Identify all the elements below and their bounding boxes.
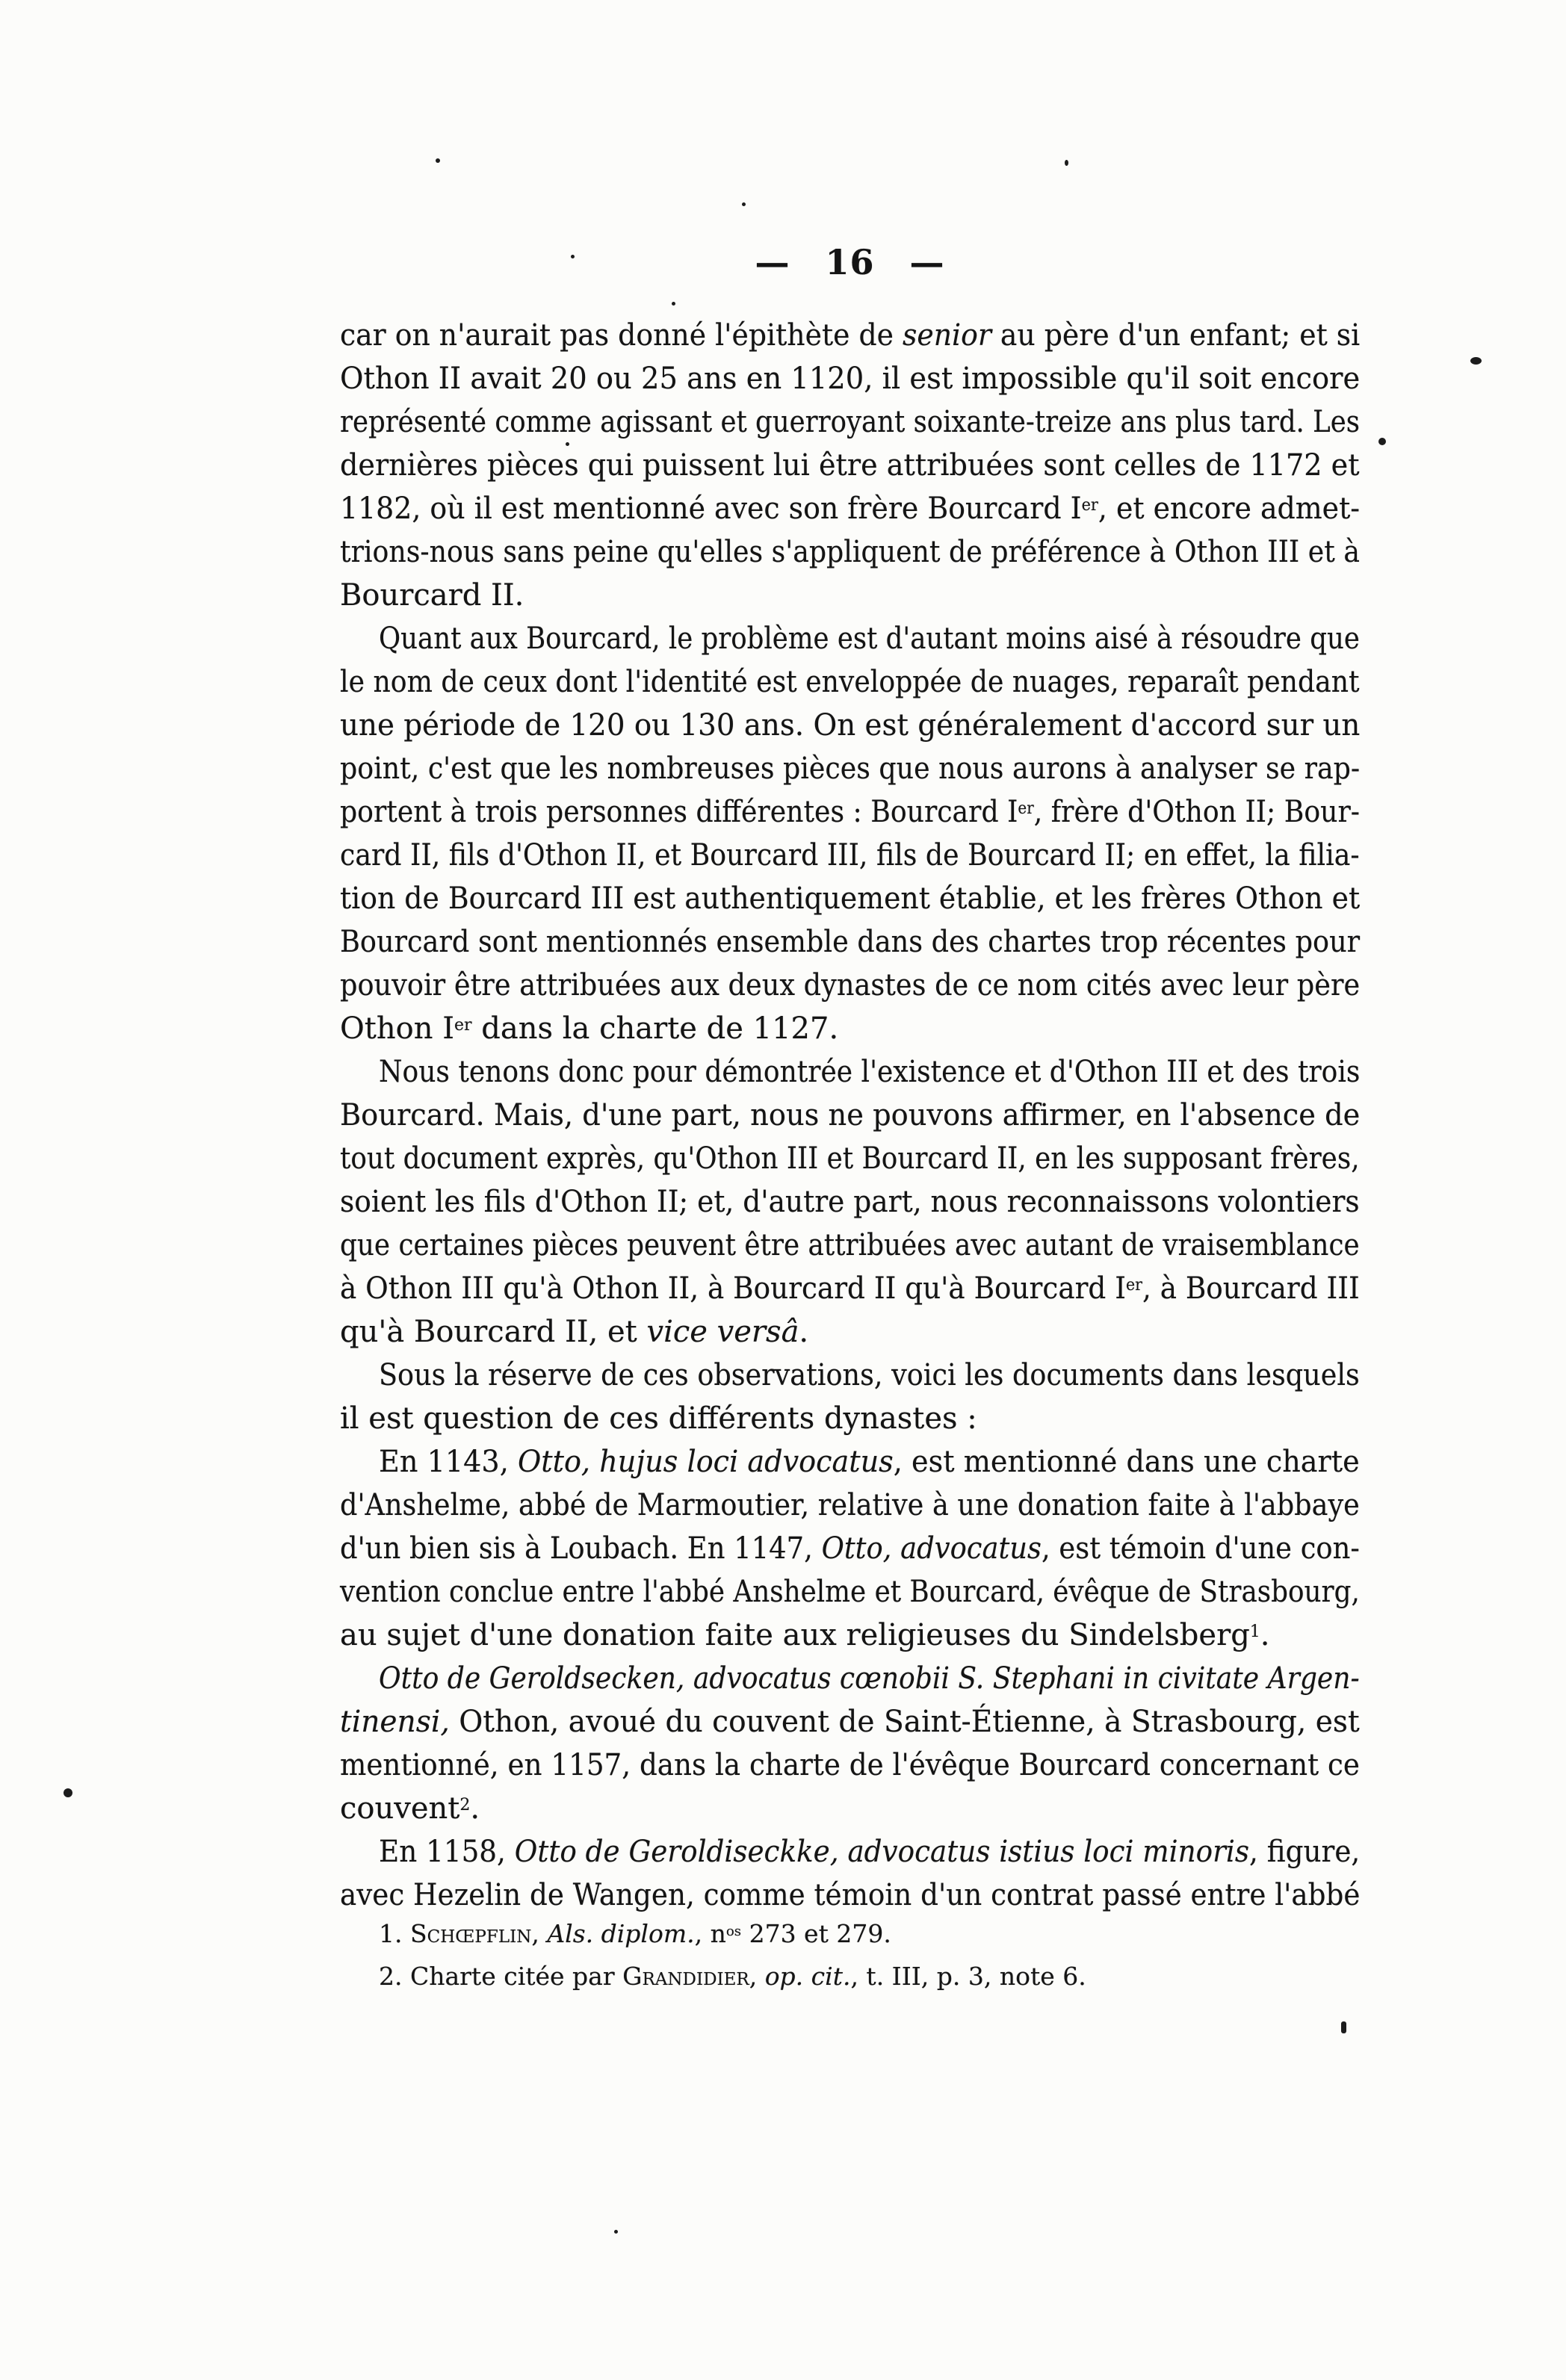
superscript: er — [1081, 496, 1098, 515]
text-segment: , est mentionné dans une charte — [893, 1445, 1360, 1479]
scan-speck — [1470, 357, 1482, 365]
italic-text: Otto de Geroldiseckke, advocatus istius loci minoris — [514, 1835, 1249, 1869]
text-line-paragraph-6 — [340, 1787, 1360, 1830]
text-line-paragraph-5 — [340, 1570, 1360, 1614]
text-segment: , n — [694, 1919, 726, 1948]
text-segment: Sous la réserve de ces observations, voici les documents dans lesquels — [379, 1358, 1360, 1392]
scan-speck — [672, 302, 675, 306]
italic-text: Otto, advocatus — [821, 1531, 1042, 1566]
text-line-paragraph-2 — [340, 747, 1360, 790]
text-line-paragraph-2 — [340, 660, 1360, 704]
scan-speck — [1378, 438, 1386, 445]
text-segment: En 1158, — [379, 1835, 515, 1869]
text-segment: au père d'un enfant; et si — [991, 318, 1361, 353]
text-segment: d'un bien sis à Loubach. En 1147, — [340, 1531, 822, 1566]
text-line-paragraph-1 — [340, 530, 1360, 574]
text-segment: . — [1260, 1618, 1270, 1652]
text-segment: 273 et 279. — [741, 1919, 891, 1948]
body-text — [340, 314, 1360, 1917]
text-line-paragraph-4 — [340, 1397, 1360, 1440]
text-segment: d'Anshelme, abbé de Marmoutier, relative à une donation faite à l'abbaye — [340, 1488, 1360, 1522]
text-line-paragraph-1 — [340, 357, 1360, 400]
text-line-paragraph-6 — [340, 1700, 1360, 1744]
scan-speck — [566, 442, 569, 446]
superscript: 1 — [1249, 1623, 1260, 1641]
italic-text: Otto, hujus loci advocatus — [517, 1445, 894, 1479]
italic-text: Otto de Geroldsecken, advocatus cœnobii S. Stephani in civitate Argen- — [379, 1661, 1360, 1696]
footnote-1 — [340, 1912, 1360, 1955]
superscript: os — [725, 1923, 742, 1939]
text-line-paragraph-3 — [340, 1224, 1360, 1267]
italic-text: senior — [903, 318, 991, 353]
text-segment: une période de 120 ou 130 ans. On est généralement d'accord sur un — [340, 708, 1361, 743]
superscript: er — [1018, 799, 1034, 818]
italic-text: Als. diplom. — [547, 1919, 695, 1948]
text-line-paragraph-2 — [340, 920, 1360, 964]
text-segment: il est question de ces différents dynastes : — [340, 1401, 977, 1436]
text-segment: Quant aux Bourcard, le problème est d'autant moins aisé à résoudre que — [379, 622, 1360, 656]
text-segment: que certaines pièces peuvent être attribuées avec autant de vraisemblance — [340, 1228, 1360, 1262]
text-segment: , et encore admet- — [1098, 492, 1361, 526]
text-segment: dans la charte de 1127. — [471, 1011, 839, 1046]
text-line-paragraph-4 — [340, 1354, 1360, 1397]
italic-text: tinensi, — [340, 1705, 450, 1739]
text-line-paragraph-7 — [340, 1874, 1360, 1917]
text-segment: , à Bourcard III — [1142, 1271, 1360, 1306]
scan-speck — [1065, 160, 1068, 166]
text-segment: , t. III, p. 3, note 6. — [850, 1962, 1086, 1991]
text-line-paragraph-1 — [340, 314, 1360, 357]
scan-speck — [571, 255, 575, 258]
italic-text: op. cit. — [764, 1962, 851, 1991]
footnote-2 — [340, 1955, 1360, 1998]
text-segment: Othon II avait 20 ou 25 ans en 1120, il est impossible qu'il soit encore — [340, 362, 1361, 396]
text-segment: tion de Bourcard III est authentiquement établie, et les frères Othon et — [340, 881, 1361, 916]
text-segment: portent à trois personnes différentes : Bourcard I — [340, 795, 1018, 829]
text-segment: représenté comme agissant et guerroyant soixante-treize ans plus tard. Les — [340, 405, 1360, 439]
text-line-paragraph-3 — [340, 1137, 1360, 1180]
scan-speck — [614, 2230, 618, 2234]
text-segment: . — [470, 1791, 480, 1826]
text-line-paragraph-2 — [340, 877, 1360, 920]
text-line-paragraph-2 — [340, 1007, 1360, 1050]
text-line-paragraph-2 — [340, 790, 1360, 834]
text-segment: Grandidier — [622, 1962, 749, 1991]
text-segment: point, c'est que les nombreuses pièces que nous aurons à analyser se rap- — [340, 752, 1361, 786]
text-segment: En 1143, — [379, 1445, 518, 1479]
text-segment: au sujet d'une donation faite aux religieuses du Sindelsberg — [340, 1618, 1250, 1652]
text-segment: card II, fils d'Othon II, et Bourcard III, fils de Bourcard II; en effet, la filia- — [340, 838, 1360, 873]
text-segment: , frère d'Othon II; Bour- — [1033, 795, 1361, 829]
text-segment: Bourcard sont mentionnés ensemble dans des chartes trop récentes pour — [340, 925, 1361, 959]
text-line-paragraph-2 — [340, 834, 1360, 877]
text-segment: qu'à Bourcard II, et — [340, 1315, 647, 1349]
text-line-paragraph-5 — [340, 1440, 1360, 1484]
text-line-paragraph-6 — [340, 1657, 1360, 1700]
text-line-paragraph-3 — [340, 1267, 1360, 1310]
scan-speck — [64, 1788, 72, 1797]
text-segment: dernières pièces qui puissent lui être attribuées sont celles de 1172 et — [340, 448, 1360, 483]
text-segment: 1182, où il est mentionné avec son frère Bourcard I — [340, 492, 1082, 526]
text-segment: Bourcard II. — [340, 578, 524, 613]
text-segment: pouvoir être attribuées aux deux dynastes de ce nom cités avec leur père — [340, 968, 1361, 1002]
text-line-paragraph-1 — [340, 487, 1360, 530]
page-number: — 16 — — [755, 242, 945, 282]
text-segment: , — [749, 1962, 765, 1991]
text-line-paragraph-1 — [340, 400, 1360, 444]
text-line-paragraph-3 — [340, 1094, 1360, 1137]
text-segment: , figure, — [1248, 1835, 1361, 1869]
text-line-paragraph-7 — [340, 1830, 1360, 1874]
text-line-paragraph-2 — [340, 617, 1360, 660]
text-line-paragraph-5 — [340, 1614, 1360, 1657]
text-line-paragraph-1 — [340, 444, 1360, 487]
text-segment: soient les fils d'Othon II; et, d'autre part, nous reconnaissons volontiers — [340, 1185, 1360, 1219]
text-segment: vention conclue entre l'abbé Anshelme et Bourcard, évêque de Strasbourg, — [340, 1575, 1360, 1609]
text-segment: , est témoin d'une con- — [1041, 1531, 1360, 1566]
text-segment: couvent — [340, 1791, 460, 1826]
text-segment: . — [799, 1315, 809, 1349]
scan-speck — [1341, 2021, 1346, 2033]
text-segment: Nous tenons donc pour démontrée l'existence et d'Othon III et des trois — [379, 1055, 1361, 1089]
text-line-paragraph-3 — [340, 1050, 1360, 1094]
text-line-paragraph-1 — [340, 574, 1360, 617]
superscript: 2 — [459, 1796, 471, 1815]
footnotes — [340, 1912, 1360, 1998]
text-line-paragraph-3 — [340, 1180, 1360, 1224]
text-segment: Othon I — [340, 1011, 454, 1046]
text-segment: Othon, avoué du couvent de Saint-Étienne, à Strasbourg, est — [449, 1705, 1360, 1739]
text-segment: mentionné, en 1157, dans la charte de l'évêque Bourcard concernant ce — [340, 1748, 1360, 1782]
text-line-paragraph-2 — [340, 964, 1360, 1007]
text-line-paragraph-2 — [340, 704, 1360, 747]
text-segment: trions-nous sans peine qu'elles s'appliquent de préférence à Othon III et à — [340, 535, 1360, 569]
text-segment: car on n'aurait pas donné l'épithète de — [340, 318, 903, 353]
text-segment: le nom de ceux dont l'identité est enveloppée de nuages, reparaît pendant — [340, 665, 1360, 699]
superscript: er — [1125, 1276, 1142, 1295]
text-segment: 1. — [379, 1919, 410, 1948]
text-segment: avec Hezelin de Wangen, comme témoin d'un contrat passé entre l'abbé — [340, 1878, 1361, 1912]
text-line-paragraph-5 — [340, 1484, 1360, 1527]
text-segment: à Othon III qu'à Othon II, à Bourcard II qu'à Bourcard I — [340, 1271, 1126, 1306]
scan-speck — [436, 158, 440, 163]
text-line-paragraph-5 — [340, 1527, 1360, 1570]
superscript: er — [454, 1016, 472, 1035]
text-segment: Bourcard. Mais, d'une part, nous ne pouvons affirmer, en l'absence de — [340, 1098, 1361, 1132]
scan-speck — [742, 202, 746, 206]
text-segment: Schœpflin — [409, 1919, 532, 1948]
text-segment: 2. Charte citée par — [379, 1962, 623, 1991]
text-segment: , — [531, 1919, 548, 1948]
text-segment: tout document exprès, qu'Othon III et Bourcard II, en les supposant frères, — [340, 1141, 1360, 1176]
italic-text: vice versâ — [646, 1315, 799, 1349]
text-line-paragraph-6 — [340, 1744, 1360, 1787]
text-line-paragraph-3 — [340, 1310, 1360, 1354]
